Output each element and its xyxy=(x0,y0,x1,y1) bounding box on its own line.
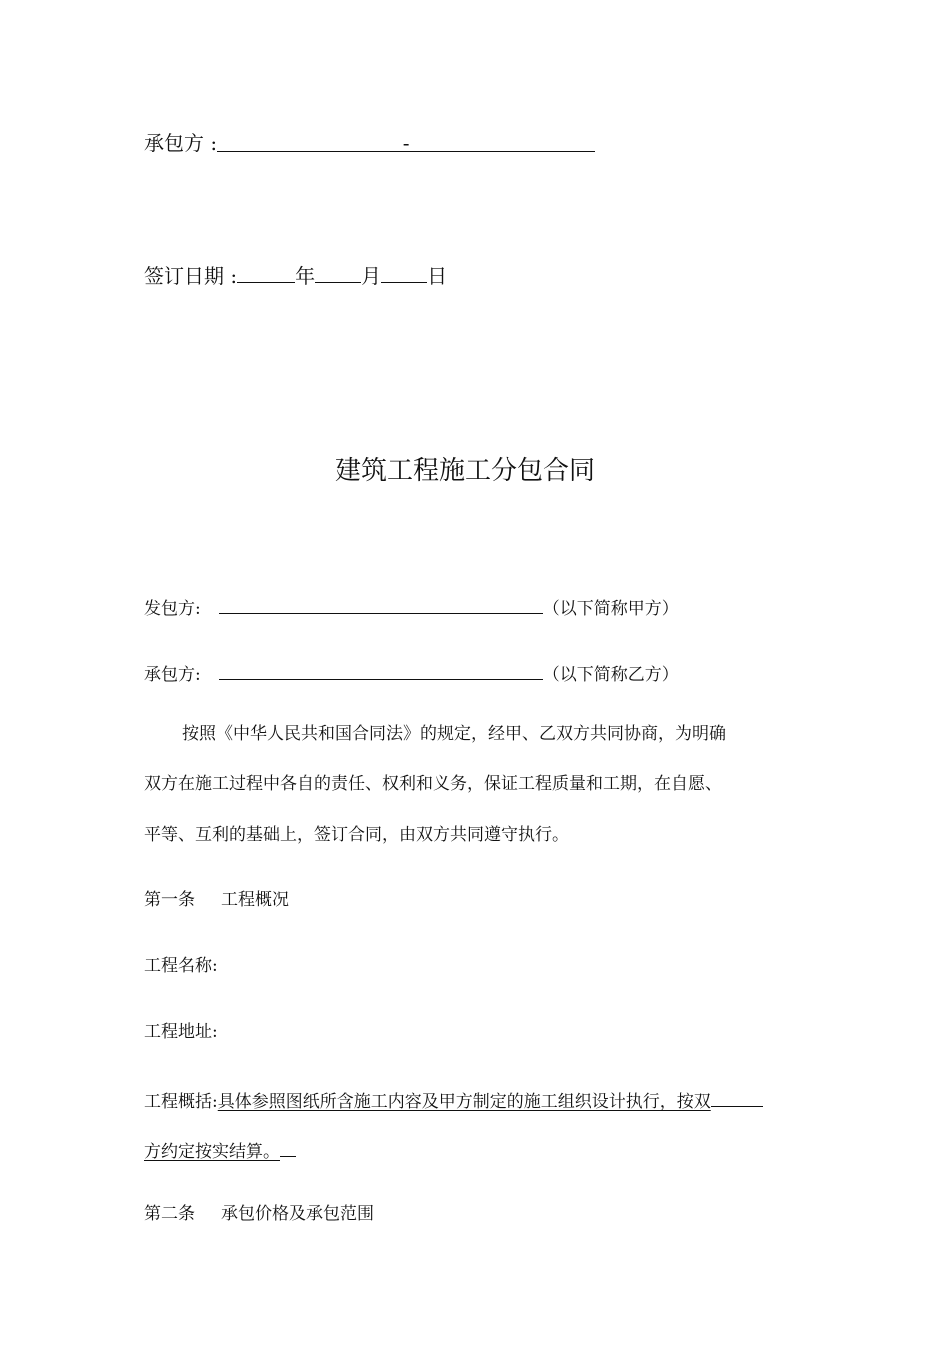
project-summary-line-1 xyxy=(144,1090,763,1111)
article1-number: 第一条 xyxy=(144,890,195,910)
sign-year-blank[interactable] xyxy=(237,264,295,283)
header-contractor-dash: - xyxy=(402,131,410,155)
contractor-blank[interactable] xyxy=(219,661,543,680)
project-summary-tail xyxy=(711,1090,763,1107)
sign-date-line xyxy=(144,264,447,286)
sign-year-label: 年 xyxy=(295,264,316,288)
sign-day-blank[interactable] xyxy=(381,264,427,283)
contractor-line xyxy=(144,661,679,684)
employer-label: 发包方: xyxy=(144,599,201,619)
employer-line xyxy=(144,595,679,618)
sign-day-label: 日 xyxy=(427,264,448,288)
sign-date-label: 签订日期 : xyxy=(144,264,238,288)
article1-title: 工程概况 xyxy=(221,890,289,910)
sign-month-label: 月 xyxy=(361,264,382,288)
employer-blank[interactable] xyxy=(219,595,543,614)
project-summary-text-2: 方约定按实结算。 xyxy=(144,1142,280,1162)
preamble-line-2: 双方在施工过程中各自的责任、权利和义务，保证工程质量和工期，在自愿、 xyxy=(144,774,722,794)
header-contractor-label: 承包方 : xyxy=(144,131,218,155)
article2-number: 第二条 xyxy=(144,1204,195,1224)
project-name-label: 工程名称: xyxy=(144,956,218,976)
project-summary-label: 工程概括: xyxy=(144,1092,218,1112)
sign-month-blank[interactable] xyxy=(315,264,361,283)
contractor-label: 承包方: xyxy=(144,665,201,685)
project-summary-tail-2 xyxy=(280,1140,296,1157)
document-title: 建筑工程施工分包合同 xyxy=(334,456,595,486)
article1-heading xyxy=(144,892,289,909)
employer-note: （以下简称甲方） xyxy=(542,599,679,619)
project-summary-line-2 xyxy=(144,1140,296,1161)
header-contractor-line xyxy=(144,133,595,153)
contractor-note: （以下简称乙方） xyxy=(542,665,679,685)
project-summary-text-1: 具体参照图纸所含施工内容及甲方制定的施工组织设计执行，按双 xyxy=(217,1092,711,1112)
header-contractor-blank[interactable] xyxy=(217,131,595,155)
preamble-line-3: 平等、互利的基础上，签订合同，由双方共同遵守执行。 xyxy=(144,825,569,845)
article2-heading xyxy=(144,1206,374,1223)
article2-title: 承包价格及承包范围 xyxy=(221,1204,374,1224)
project-address-label: 工程地址: xyxy=(144,1022,218,1042)
preamble-line-1: 按照《中华人民共和国合同法》的规定，经甲、乙双方共同协商，为明确 xyxy=(182,724,726,744)
